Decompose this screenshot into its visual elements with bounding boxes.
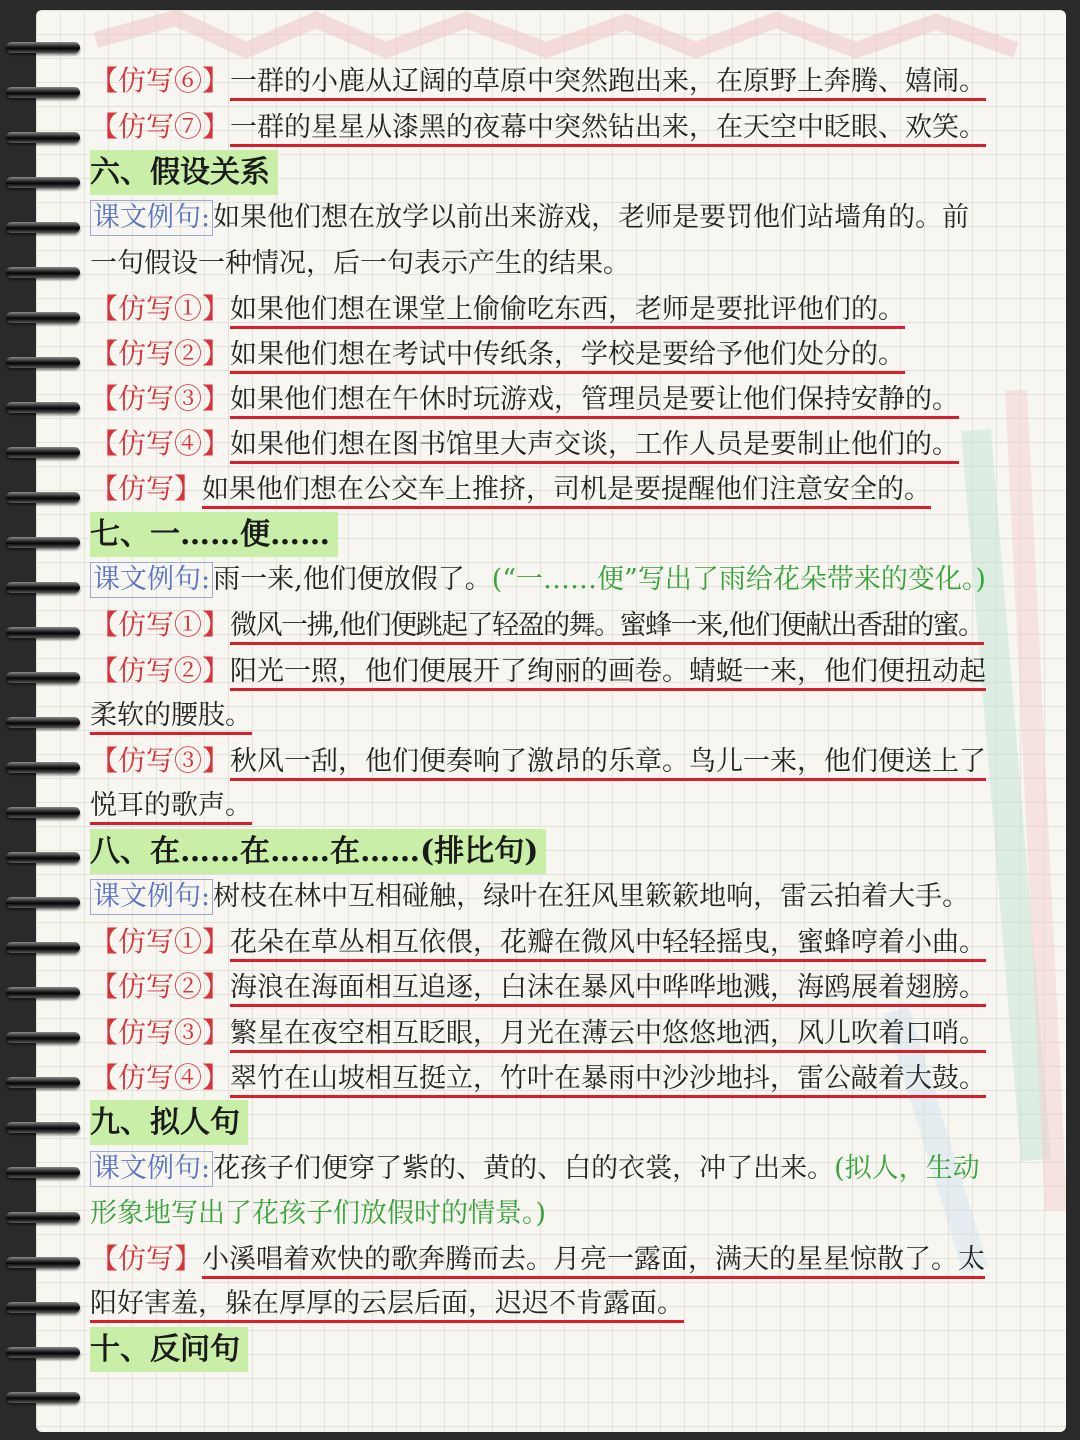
binding-ring (6, 717, 80, 728)
binding-ring (6, 1077, 80, 1088)
rewrite-tag: 【仿写①】 (90, 608, 231, 641)
rewrite-line (90, 1281, 684, 1326)
binding-ring (6, 1347, 80, 1358)
binding-ring (6, 1122, 80, 1133)
example-note: (“一……便”写出了雨给花朵带来的变化。) (491, 564, 986, 595)
rewrite-line (90, 1236, 985, 1281)
section-heading: 六、假设关系 (90, 150, 278, 195)
section-heading: 十、反问句 (90, 1327, 248, 1372)
example-text: 花孩子们便穿了紫的、黄的、白的衣裳，冲了出来。 (213, 1153, 835, 1184)
example-text: 如果他们想在放学以前出来游戏，老师是要罚他们站墙角的。前 (213, 202, 970, 233)
rewrite-tag: 【仿写】 (90, 1242, 203, 1275)
example-line (90, 874, 969, 919)
binding-ring (6, 492, 80, 503)
rewrite-tag: 【仿写②】 (90, 337, 231, 370)
rewrite-line (90, 421, 959, 466)
binding-ring (6, 627, 80, 638)
example-text: 一句假设一种情况，后一句表示产生的结果。 (90, 248, 630, 279)
rewrite-text: 秋风一刮，他们便奏响了激昂的乐章。鸟儿一来，他们便送上了 (230, 746, 986, 781)
example-text: 雨一来,他们便放假了。 (213, 564, 492, 595)
rewrite-tag: 【仿写④】 (90, 427, 231, 460)
rewrite-line (90, 104, 986, 149)
example-label: 课文例句: (90, 200, 213, 236)
rewrite-text: 柔软的腰肢。 (90, 700, 252, 735)
rewrite-tag: 【仿写①】 (90, 925, 231, 958)
example-label: 课文例句: (90, 562, 213, 598)
rewrite-text: 翠竹在山坡相互挺立，竹叶在暴雨中沙沙地抖，雷公敲着大鼓。 (230, 1063, 986, 1098)
binding-ring (6, 447, 80, 458)
rewrite-text: 一群的小鹿从辽阔的草原中突然跑出来，在原野上奔腾、嬉闹。 (230, 66, 986, 101)
rewrite-line (90, 376, 959, 421)
example-note: (拟人，生动 (834, 1153, 980, 1184)
rewrite-tag: 【仿写②】 (90, 970, 231, 1003)
binding-ring (6, 987, 80, 998)
rewrite-text: 微风一拂,他们便跳起了轻盈的舞。蜜蜂一来,他们便献出香甜的蜜。 (230, 610, 984, 645)
binding-ring (6, 222, 80, 233)
example-note: 形象地写出了花孩子们放假时的情景。) (90, 1198, 547, 1229)
rewrite-tag: 【仿写③】 (90, 1016, 231, 1049)
rewrite-text: 繁星在夜空相互眨眼，月光在薄云中悠悠地洒，风儿吹着口哨。 (230, 1018, 986, 1053)
rewrite-text: 一群的星星从漆黑的夜幕中突然钻出来，在天空中眨眼、欢笑。 (230, 112, 986, 147)
rewrite-line (90, 648, 986, 693)
rewrite-tag: 【仿写⑦】 (90, 110, 231, 143)
rewrite-line (90, 286, 905, 331)
example-text: 树枝在林中互相碰触，绿叶在狂风里簌簌地响，雷云拍着大手。 (213, 881, 970, 912)
binding-ring (6, 402, 80, 413)
rewrite-text: 如果他们想在课堂上偷偷吃东西，老师是要批评他们的。 (230, 294, 905, 329)
binding-ring (6, 1302, 80, 1313)
binding-ring (6, 87, 80, 98)
binding-ring (6, 1392, 80, 1403)
rewrite-line (90, 602, 984, 647)
example-label: 课文例句: (90, 1151, 213, 1187)
rewrite-text: 如果他们想在考试中传纸条，学校是要给予他们处分的。 (230, 339, 905, 374)
binding-ring (6, 357, 80, 368)
binding-ring (6, 1032, 80, 1043)
spiral-binding (0, 0, 90, 1440)
rewrite-text: 如果他们想在图书馆里大声交谈，工作人员是要制止他们的。 (230, 429, 959, 464)
binding-ring (6, 312, 80, 323)
rewrite-text: 如果他们想在午休时玩游戏，管理员是要让他们保持安静的。 (230, 384, 959, 419)
rewrite-line (90, 738, 986, 783)
binding-ring (6, 762, 80, 773)
binding-ring (6, 132, 80, 143)
binding-ring (6, 582, 80, 593)
rewrite-text: 阳光一照，他们便展开了绚丽的画卷。蜻蜓一来，他们便扭动起 (230, 656, 986, 691)
example-line (90, 195, 969, 240)
binding-ring (6, 42, 80, 53)
rewrite-tag: 【仿写③】 (90, 382, 231, 415)
rewrite-line (90, 783, 252, 828)
section-heading: 九、拟人句 (90, 1100, 248, 1145)
rewrite-text: 阳好害羞，躲在厚厚的云层后面，迟迟不肯露面。 (90, 1288, 684, 1323)
rewrite-line (90, 919, 986, 964)
example-line (90, 1146, 980, 1191)
rewrite-line (90, 466, 931, 511)
binding-ring (6, 852, 80, 863)
rewrite-line (90, 1055, 986, 1100)
rewrite-tag: 【仿写⑥】 (90, 64, 231, 97)
example-label: 课文例句: (90, 879, 213, 915)
example-line (90, 557, 986, 602)
binding-ring (6, 1257, 80, 1268)
rewrite-tag: 【仿写③】 (90, 744, 231, 777)
binding-ring (6, 177, 80, 188)
rewrite-text: 悦耳的歌声。 (90, 790, 252, 825)
example-line (90, 1191, 546, 1236)
rewrite-line (90, 964, 986, 1009)
section-heading: 七、一……便…… (90, 512, 338, 557)
example-line (90, 241, 630, 286)
rewrite-text: 花朵在草丛相互依偎，花瓣在微风中轻轻摇曳，蜜蜂哼着小曲。 (230, 927, 986, 962)
rewrite-text: 海浪在海面相互追逐，白沫在暴风中哗哗地溅，海鸥展着翅膀。 (230, 972, 986, 1007)
rewrite-text: 如果他们想在公交车上推挤，司机是要提醒他们注意安全的。 (202, 474, 931, 509)
binding-ring (6, 537, 80, 548)
binding-ring (6, 1167, 80, 1178)
rewrite-tag: 【仿写②】 (90, 654, 231, 687)
binding-ring (6, 807, 80, 818)
rewrite-text: 小溪唱着欢快的歌奔腾而去。月亮一露面，满天的星星惊散了。太 (202, 1244, 985, 1279)
binding-ring (6, 267, 80, 278)
rewrite-tag: 【仿写④】 (90, 1061, 231, 1094)
rewrite-line (90, 331, 905, 376)
section-heading: 八、在……在……在……(排比句) (90, 829, 546, 874)
rewrite-tag: 【仿写①】 (90, 292, 231, 325)
binding-ring (6, 897, 80, 908)
binding-ring (6, 942, 80, 953)
rewrite-line (90, 58, 986, 103)
binding-ring (6, 672, 80, 683)
binding-ring (6, 1212, 80, 1223)
rewrite-line (90, 693, 252, 738)
rewrite-tag: 【仿写】 (90, 472, 203, 505)
rewrite-line (90, 1010, 986, 1055)
